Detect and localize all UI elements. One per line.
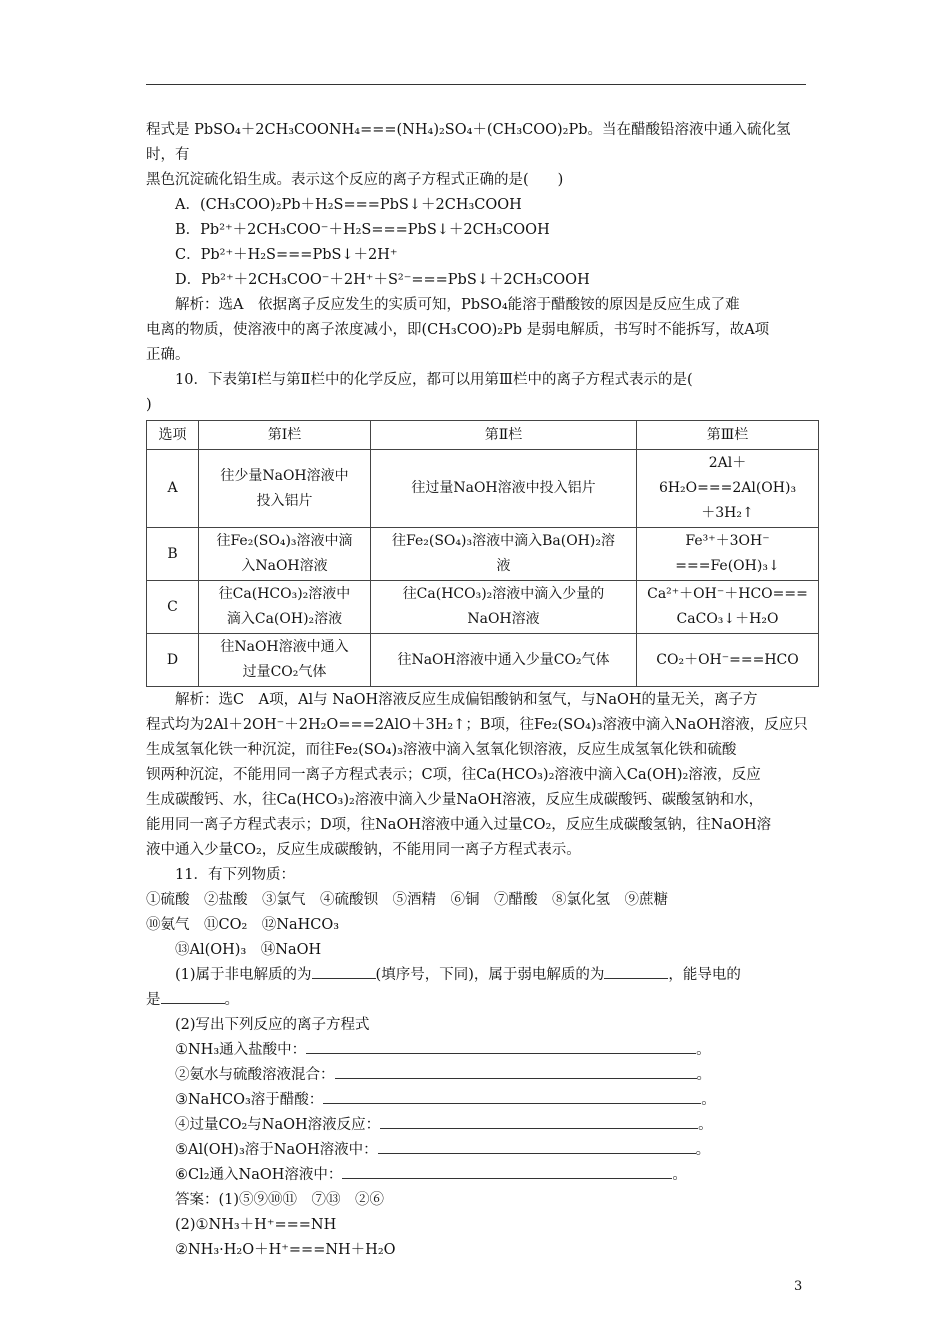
table-cell: 往Ca(HCO₃)₂溶液中滴入少量的 NaOH溶液 <box>371 581 637 634</box>
answer-blank[interactable] <box>380 1113 698 1129</box>
table-cell: C <box>147 581 199 634</box>
table-cell: 往NaOH溶液中通入 过量CO₂气体 <box>199 634 371 687</box>
equation-prompt-label: ④过量CO₂与NaOH溶液反应： <box>175 1117 381 1133</box>
q11-part1-text: 。 <box>224 992 239 1008</box>
q11-part1-text: (1)属于非电解质的为 <box>175 967 312 983</box>
q9-analysis-line: 电离的物质，使溶液中的离子浓度减小，即(CH₃COO)₂Pb 是弱电解质，书写时不能拆写，故A项 <box>146 322 770 338</box>
q9-option-a: A．(CH₃COO)₂Pb＋H₂S===PbS↓＋2CH₃COOH <box>175 197 522 213</box>
answer-blank[interactable] <box>604 963 668 979</box>
q11-answer-line: (2)①NH₃＋H⁺===NH <box>175 1217 337 1233</box>
table-header-cell: 第Ⅲ栏 <box>637 421 819 450</box>
q11-equation-prompt <box>146 1163 810 1188</box>
q10-stem-end: ) <box>146 397 152 413</box>
equation-prompt-label: ①NH₃通入盐酸中： <box>175 1042 307 1058</box>
q11-equation-prompt <box>146 1038 810 1063</box>
table-header-cell: 第Ⅱ栏 <box>371 421 637 450</box>
table-header-cell: 选项 <box>147 421 199 450</box>
answer-blank[interactable] <box>378 1138 696 1154</box>
q11-part1 <box>146 963 810 988</box>
table-row <box>147 634 819 687</box>
q11-answer-line: ②NH₃·H₂O＋H⁺===NH＋H₂O <box>175 1242 396 1258</box>
answer-blank[interactable] <box>161 988 225 1004</box>
table-cell: 往Fe₂(SO₄)₃溶液中滴入Ba(OH)₂溶 液 <box>371 528 637 581</box>
q9-analysis-line: 正确。 <box>146 347 190 363</box>
table-row <box>147 450 819 528</box>
table-cell: D <box>147 634 199 687</box>
q11-equation-prompt <box>146 1113 810 1138</box>
table-row <box>147 581 819 634</box>
equation-prompt-label: ⑥Cl₂通入NaOH溶液中： <box>175 1167 343 1183</box>
q10-analysis-line: 生成碳酸钙、水，往Ca(HCO₃)₂溶液中滴入少量NaOH溶液，反应生成碳酸钙、碳酸氢钠和水， <box>146 792 764 808</box>
table-cell: CO₂＋OH⁻===HCO <box>637 634 819 687</box>
q11-part1-text: ，能导电的 <box>668 967 741 983</box>
table-cell: 往Fe₂(SO₄)₃溶液中滴 入NaOH溶液 <box>199 528 371 581</box>
answer-blank[interactable] <box>323 1088 701 1104</box>
q9-option-b: B．Pb²⁺＋2CH₃COO⁻＋H₂S===PbS↓＋2CH₃COOH <box>175 222 550 238</box>
table-cell: Fe³⁺＋3OH⁻ ===Fe(OH)₃↓ <box>637 528 819 581</box>
q9-option-d: D．Pb²⁺＋2CH₃COO⁻＋2H⁺＋S²⁻===PbS↓＋2CH₃COOH <box>175 272 590 288</box>
table-cell: 往Ca(HCO₃)₂溶液中 滴入Ca(OH)₂溶液 <box>199 581 371 634</box>
table-row <box>147 528 819 581</box>
table-cell: B <box>147 528 199 581</box>
table-header-cell: 第Ⅰ栏 <box>199 421 371 450</box>
equation-prompt-end: 。 <box>695 1142 711 1158</box>
equation-prompt-end: 。 <box>672 1167 687 1183</box>
q9-option-c: C．Pb²⁺＋H₂S===PbS↓＋2H⁺ <box>175 247 398 263</box>
table-cell: A <box>147 450 199 528</box>
q11-answer-line: 答案：(1)⑤⑨⑩⑪ ⑦⑬ ②⑥ <box>175 1192 385 1208</box>
table-cell: Ca²⁺＋OH⁻＋HCO=== CaCO₃↓＋H₂O <box>637 581 819 634</box>
q11-items-line: ①硫酸 ②盐酸 ③氯气 ④硫酸钡 ⑤酒精 ⑥铜 ⑦醋酸 ⑧氯化氢 ⑨蔗糖 <box>146 892 668 908</box>
answer-blank[interactable] <box>342 1163 672 1179</box>
q10-analysis-line: 钡两种沉淀，不能用同一离子方程式表示；C项，往Ca(HCO₃)₂溶液中滴入Ca(OH)₂溶液，反应 <box>146 767 761 783</box>
q11-equation-prompt <box>146 1063 810 1088</box>
q10-analysis-line: 程式均为2Al＋2OH⁻＋2H₂O===2AlO＋3H₂↑；B项，往Fe₂(SO₄)₃溶液中滴入NaOH溶液，反应只 <box>146 717 808 733</box>
q9-line-1: 程式是 PbSO₄＋2CH₃COONH₄===(NH₄)₂SO₄＋(CH₃COO)₂Pb。当在醋酸铅溶液中通入硫化氢时，有 <box>146 122 791 163</box>
page-number: 3 <box>794 1279 803 1294</box>
q11-title: 11．有下列物质： <box>175 867 295 883</box>
equation-prompt-end: 。 <box>696 1067 711 1083</box>
q11-equation-prompt <box>146 1138 810 1163</box>
q11-items-line: ⑬Al(OH)₃ ⑭NaOH <box>175 942 322 958</box>
q10-stem: 10．下表第Ⅰ栏与第Ⅱ栏中的化学反应，都可以用第Ⅲ栏中的离子方程式表示的是( <box>175 372 693 388</box>
q11-part1-text: 是 <box>146 992 161 1008</box>
table-header-row <box>147 421 819 450</box>
answer-blank[interactable] <box>306 1038 696 1054</box>
table-cell: 2Al＋6H₂O===2Al(OH)₃ ＋3H₂↑ <box>637 450 819 528</box>
q10-analysis-line: 解析：选C A项，Al与 NaOH溶液反应生成偏铝酸钠和氢气，与NaOH的量无关，离子方 <box>175 692 758 708</box>
q10-table <box>146 420 819 687</box>
table-cell: 往过量NaOH溶液中投入铝片 <box>371 450 637 528</box>
q9-line-2: 黑色沉淀硫化铅生成。表示这个反应的离子方程式正确的是( ) <box>146 172 564 188</box>
answer-blank[interactable] <box>312 963 376 979</box>
equation-prompt-label: ③NaHCO₃溶于醋酸： <box>175 1092 324 1108</box>
answer-blank[interactable] <box>335 1063 697 1079</box>
q10-analysis-line: 能用同一离子方程式表示；D项，往NaOH溶液中通入过量CO₂，反应生成碳酸氢钠，往NaOH溶 <box>146 817 772 833</box>
q11-equation-prompt <box>146 1088 810 1113</box>
q11-part1-text: (填序号，下同)，属于弱电解质的为 <box>375 967 605 983</box>
table-cell: 往少量NaOH溶液中 投入铝片 <box>199 450 371 528</box>
q11-part2-title: (2)写出下列反应的离子方程式 <box>175 1017 370 1033</box>
equation-prompt-label: ⑤Al(OH)₃溶于NaOH溶液中： <box>175 1142 378 1158</box>
equation-prompt-end: 。 <box>696 1042 711 1058</box>
table-cell: 往NaOH溶液中通入少量CO₂气体 <box>371 634 637 687</box>
header-rule <box>146 84 806 85</box>
q10-analysis-line: 液中通入少量CO₂，反应生成碳酸钠，不能用同一离子方程式表示。 <box>146 842 581 858</box>
page-content <box>146 118 810 1263</box>
q11-items-line: ⑩氨气 ⑪CO₂ ⑫NaHCO₃ <box>146 917 340 933</box>
q9-analysis-line: 解析：选A 依据离子反应发生的实质可知，PbSO₄能溶于醋酸铵的原因是反应生成了难 <box>175 297 740 313</box>
q11-part1-cont <box>146 988 810 1013</box>
q10-analysis-line: 生成氢氧化铁一种沉淀，而往Fe₂(SO₄)₃溶液中滴入氢氧化钡溶液，反应生成氢氧化铁和硫酸 <box>146 742 737 758</box>
equation-prompt-label: ②氨水与硫酸溶液混合： <box>175 1067 335 1083</box>
equation-prompt-end: 。 <box>698 1117 713 1133</box>
equation-prompt-end: 。 <box>701 1092 716 1108</box>
